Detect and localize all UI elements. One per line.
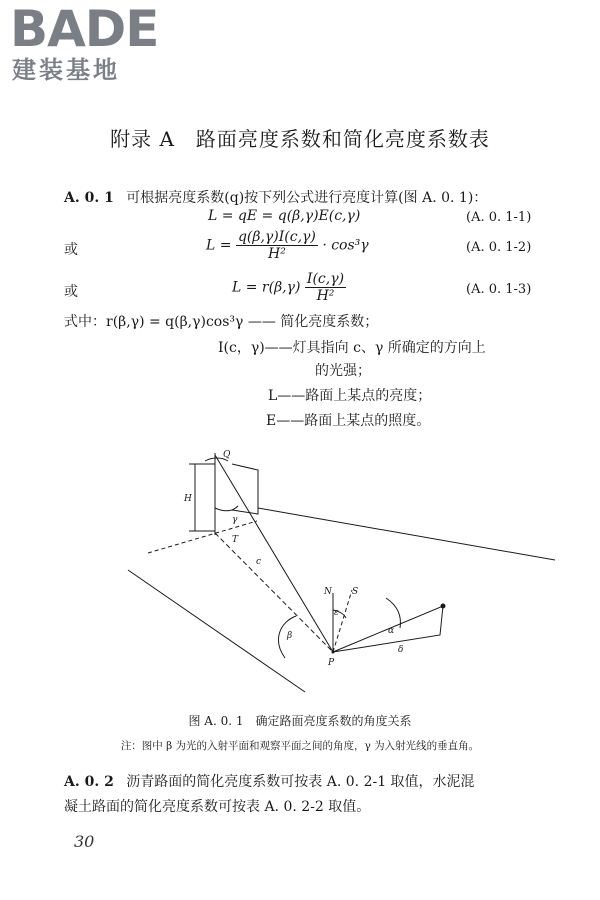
where-l-definition: L——路面上某点的亮度； [268, 388, 432, 404]
where-r-definition: 式中：r(β,γ) = q(β,γ)cos³γ —— 简化亮度系数； [64, 314, 379, 330]
or-label-1: 或 [64, 242, 78, 258]
label-h: H [184, 494, 192, 504]
where-i-definition-cont: 的光强； [315, 363, 371, 379]
equation-3-denominator: H² [316, 288, 335, 304]
section-a02-text: 沥青路面的简化亮度系数可按表 A. 0. 2-1 取值，水泥混 [126, 774, 475, 790]
observer-point [441, 604, 446, 609]
page-number: 30 [74, 832, 95, 851]
equation-1: L = qE = q(β,γ)E(c,γ) [208, 208, 361, 224]
equation-2-fraction [236, 229, 318, 262]
h-dimension [189, 464, 215, 531]
road-edge-far [258, 508, 555, 560]
observer-dashed-line [333, 590, 352, 652]
light-ray [215, 455, 333, 652]
label-gamma: γ [232, 515, 238, 525]
equation-2-lhs: L = [206, 237, 232, 254]
figure-note: 注：图中 β 为光的入射平面和观察平面之间的角度，γ 为入射光线的垂直角。 [120, 740, 480, 752]
equation-3-number: (A. 0. 1-3) [466, 282, 532, 297]
where-i-definition: I(c，γ)——灯具指向 c、γ 所确定的方向上 [218, 340, 486, 356]
road-edge-near [128, 570, 305, 692]
figure-caption: 图 A. 0. 1 确定路面亮度系数的角度关系 [188, 714, 412, 728]
label-delta: δ [398, 645, 404, 655]
label-t: T [232, 535, 239, 545]
label-n: N [324, 587, 332, 597]
logo-subtitle: 建装基地 [12, 56, 120, 84]
equation-2-denominator: H² [267, 246, 286, 262]
equation-2-rhs: · cos³γ [322, 237, 369, 254]
label-c: c [256, 557, 262, 567]
label-epsilon: ε [334, 608, 339, 618]
dashed-c-line [215, 533, 333, 652]
section-a01-number: A. 0. 1 [64, 190, 114, 206]
equation-2 [206, 229, 369, 262]
figure-angle-diagram [0, 440, 600, 710]
equation-1-number: (A. 0. 1-1) [466, 210, 532, 225]
label-s: S [352, 587, 359, 597]
or-label-2: 或 [64, 284, 78, 300]
section-a01-heading [64, 188, 487, 208]
alpha-arc [386, 598, 400, 628]
equation-2-number: (A. 0. 1-2) [466, 240, 532, 255]
equation-3-numerator: I(c,γ) [306, 271, 345, 287]
section-a02-number: A. 0. 2 [64, 774, 114, 790]
section-a02-line1 [64, 772, 475, 792]
section-a02-line2: 凝土路面的简化亮度系数可按表 A. 0. 2-2 取值。 [64, 799, 371, 815]
label-p: P [328, 658, 335, 668]
equation-2-numerator: q(β,γ)I(c,γ) [237, 229, 316, 245]
label-alpha: α [388, 626, 395, 636]
point-p [332, 651, 335, 654]
logo-brand: BADE [10, 0, 159, 58]
section-a01-text: 可根据亮度系数(q)按下列公式进行亮度计算(图 A. 0. 1)： [126, 190, 488, 206]
equation-3-fraction [305, 271, 346, 304]
dashed-base-line [148, 521, 257, 553]
page-title: 附录 A 路面亮度系数和简化亮度系数表 [110, 127, 490, 151]
equation-3 [232, 271, 346, 304]
where-e-definition: E——路面上某点的照度。 [266, 413, 431, 429]
label-beta: β [287, 631, 293, 641]
label-q: Q [223, 450, 231, 460]
equation-3-lhs: L = r(β,γ) [232, 279, 301, 296]
